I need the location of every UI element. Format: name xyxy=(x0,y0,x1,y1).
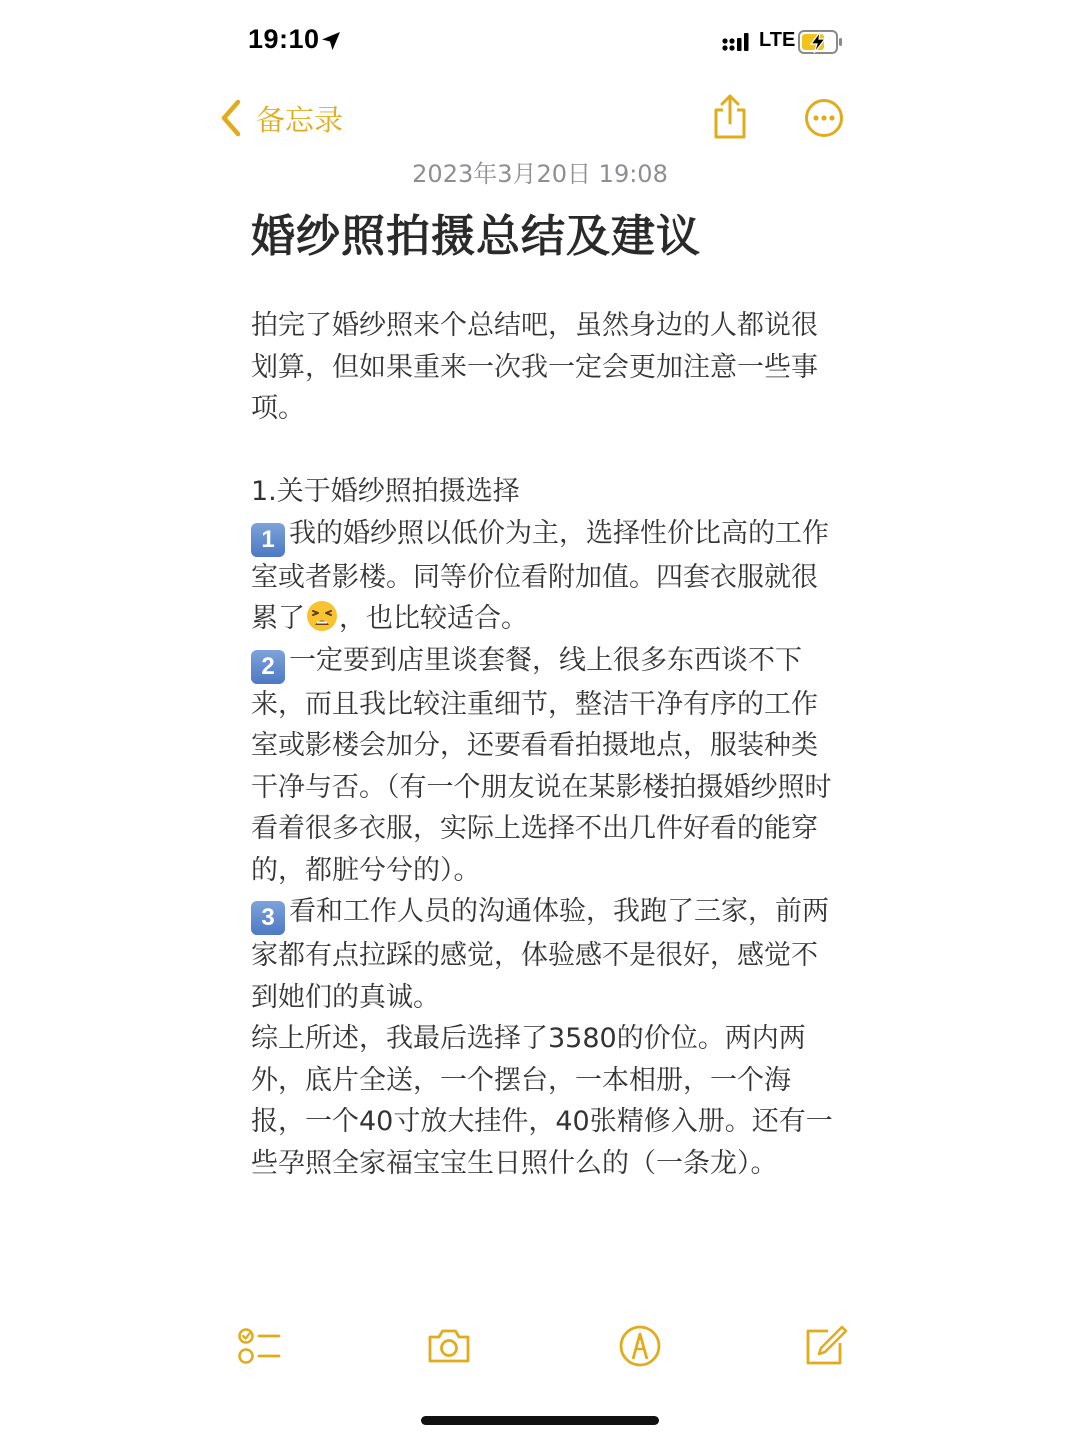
list-item-1 xyxy=(251,513,835,640)
signal-icon xyxy=(722,32,752,52)
note-body[interactable] xyxy=(251,305,835,1184)
network-type: LTE xyxy=(759,29,796,51)
status-time: 19:10 xyxy=(248,24,320,54)
note-intro: 拍完了婚纱照来个总结吧，虽然身边的人都说很划算，但如果重来一次我一定会更加注意一些事项。 xyxy=(251,310,818,424)
home-indicator xyxy=(421,1416,659,1425)
item-1-text-a: 我的婚纱照以低价为主，选择性价比高的工作室或者影楼。同等价位看附加值。四套衣服就很累了 xyxy=(251,517,829,634)
item-3-text: 看和工作人员的沟通体验，我跑了三家，前两家都有点拉踩的感觉，体验感不是很好，感觉不到她们的真诚。 xyxy=(251,896,829,1013)
back-button[interactable] xyxy=(218,96,343,140)
compose-icon[interactable] xyxy=(802,1323,848,1369)
tired-face-emoji-icon xyxy=(305,599,339,633)
back-label: 备忘录 xyxy=(256,102,344,137)
note-summary: 综上所述，我最后选择了3580的价位。两内两外，底片全送，一个摆台，一本相册，一个海报，一个40寸放大挂件，40张精修入册。还有一些孕照全家福宝宝生日照什么的（一条龙）。 xyxy=(251,1023,833,1179)
item-1-text-b: ，也比较适合。 xyxy=(339,603,528,634)
keycap-2-icon: 2 xyxy=(251,650,285,684)
more-icon[interactable] xyxy=(804,98,844,138)
list-item-2 xyxy=(251,640,835,892)
note-title: 婚纱照拍摄总结及建议 xyxy=(251,211,701,262)
section-heading: 1.关于婚纱照拍摄选择 xyxy=(251,476,520,507)
blank-line xyxy=(251,430,835,472)
note-date: 2023年3月20日 19:08 xyxy=(412,160,668,188)
camera-icon[interactable] xyxy=(426,1323,472,1369)
keycap-3-icon: 3 xyxy=(251,901,285,935)
location-arrow-icon xyxy=(319,29,343,53)
chevron-left-icon xyxy=(218,98,244,138)
item-2-text: 一定要到店里谈套餐，线上很多东西谈不下来，而且我比较注重细节，整洁干净有序的工作室或影楼会加分，还要看看拍摄地点，服装种类干净与否。（有一个朋友说在某影楼拍摄婚纱照时看着很多衣服，实际上选择不出几件好看的能穿的，都脏兮兮的）。 xyxy=(251,644,832,886)
markup-icon[interactable] xyxy=(617,1323,663,1369)
keycap-1-icon: 1 xyxy=(251,523,285,557)
list-item-3 xyxy=(251,891,835,1018)
share-icon[interactable] xyxy=(710,94,750,140)
battery-charging-icon xyxy=(798,29,844,55)
checklist-icon[interactable] xyxy=(237,1323,283,1369)
